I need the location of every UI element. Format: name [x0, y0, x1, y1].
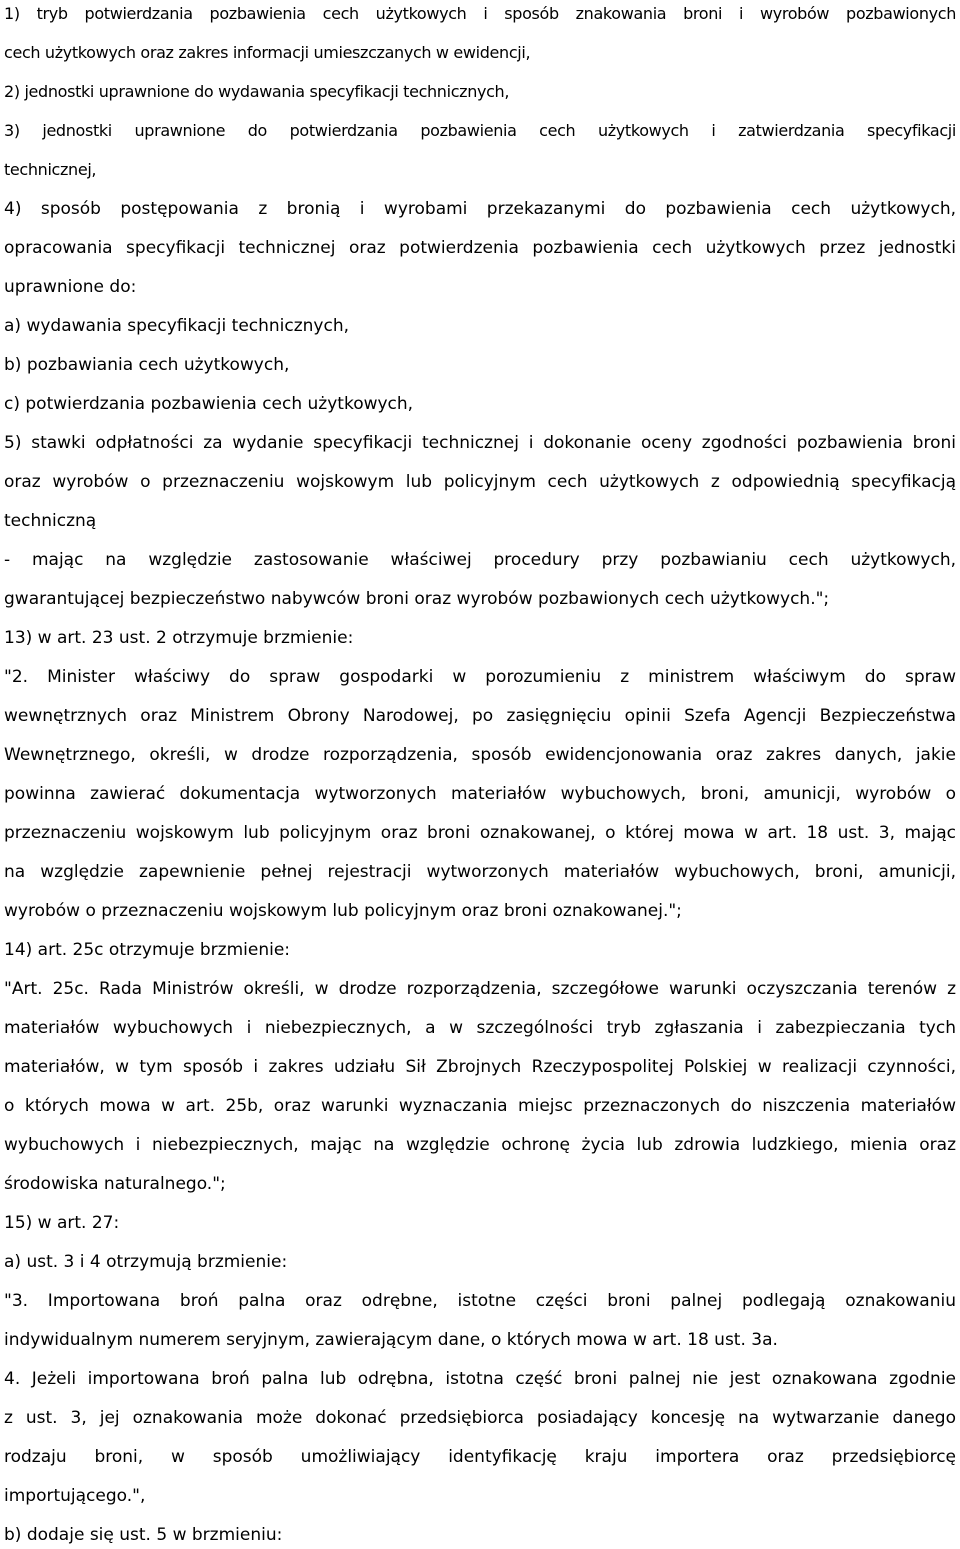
text-line: a) ust. 3 i 4 otrzymują brzmienie:: [4, 1252, 288, 1272]
text-line: o których mowa w art. 25b, oraz warunki wyznaczania miejsc przeznaczonych do niszczenia materiałów: [4, 1096, 956, 1116]
text-line: techniczną: [4, 511, 97, 531]
text-line: 5) stawki odpłatności za wydanie specyfikacji technicznej i dokonanie oceny zgodności pozbawienia broni: [4, 433, 956, 453]
text-line: gwarantującej bezpieczeństwo nabywców broni oraz wyrobów pozbawionych cech użytkowych.";: [4, 589, 830, 609]
text-line: Wewnętrznego, określi, w drodze rozporządzenia, sposób ewidencjonowania oraz zakres danych, jakie: [4, 745, 956, 765]
text-line: powinna zawierać dokumentacja wytworzonych materiałów wybuchowych, broni, amunicji, wyrobów o: [4, 784, 956, 804]
text-line: b) dodaje się ust. 5 w brzmieniu:: [4, 1525, 283, 1545]
text-line: wyrobów o przeznaczeniu wojskowym lub policyjnym oraz broni oznakowanej.";: [4, 901, 682, 921]
text-line: 3) jednostki uprawnione do potwierdzania pozbawienia cech użytkowych i zatwierdzania specyfikacji: [4, 121, 956, 140]
text-line: technicznej,: [4, 160, 97, 179]
text-line: a) wydawania specyfikacji technicznych,: [4, 316, 350, 336]
text-line: 13) w art. 23 ust. 2 otrzymuje brzmienie:: [4, 628, 354, 648]
text-line: wewnętrznych oraz Ministrem Obrony Narodowej, po zasięgnięciu opinii Szefa Agencji Bezpieczeństwa: [4, 706, 956, 726]
text-line: 14) art. 25c otrzymuje brzmienie:: [4, 940, 291, 960]
text-line: przeznaczeniu wojskowym lub policyjnym oraz broni oznakowanej, o której mowa w art. 18 ust. 3, mając: [4, 823, 956, 843]
text-line: materiałów, w tym sposób i zakres udziału Sił Zbrojnych Rzeczypospolitej Polskiej w realizacji czynności,: [4, 1057, 956, 1077]
text-line: "Art. 25c. Rada Ministrów określi, w drodze rozporządzenia, szczegółowe warunki oczyszczania terenów z: [4, 979, 956, 999]
text-line: c) potwierdzania pozbawienia cech użytkowych,: [4, 394, 414, 414]
text-line: - mając na względzie zastosowanie właściwej procedury przy pozbawianiu cech użytkowych,: [4, 550, 956, 570]
text-line: indywidualnym numerem seryjnym, zawierającym dane, o których mowa w art. 18 ust. 3a.: [4, 1330, 778, 1350]
text-line: 4) sposób postępowania z bronią i wyrobami przekazanymi do pozbawienia cech użytkowych,: [4, 199, 956, 219]
text-line: "3. Importowana broń palna oraz odrębne, istotne części broni palnej podlegają oznakowaniu: [4, 1291, 956, 1311]
text-line: uprawnione do:: [4, 277, 137, 297]
text-line: b) pozbawiania cech użytkowych,: [4, 355, 290, 375]
text-line: na względzie zapewnienie pełnej rejestracji wytworzonych materiałów wybuchowych, broni, amunicji,: [4, 862, 956, 882]
text-line: wybuchowych i niebezpiecznych, mając na względzie ochronę życia lub zdrowia ludzkiego, mienia oraz: [4, 1135, 956, 1155]
text-line: cech użytkowych oraz zakres informacji umieszczanych w ewidencji,: [4, 43, 531, 62]
text-line: opracowania specyfikacji technicznej oraz potwierdzenia pozbawienia cech użytkowych przez jednostki: [4, 238, 956, 258]
text-line: "2. Minister właściwy do spraw gospodarki w porozumieniu z ministrem właściwym do spraw: [4, 667, 956, 687]
text-line: 2) jednostki uprawnione do wydawania specyfikacji technicznych,: [4, 82, 510, 101]
text-line: 1) tryb potwierdzania pozbawienia cech użytkowych i sposób znakowania broni i wyrobów pozbawionych: [4, 4, 956, 23]
text-line: środowiska naturalnego.";: [4, 1174, 226, 1194]
text-line: z ust. 3, jej oznakowania może dokonać przedsiębiorca posiadający koncesję na wytwarzanie danego: [4, 1408, 956, 1428]
text-line: materiałów wybuchowych i niebezpiecznych, a w szczególności tryb zgłaszania i zabezpieczania tych: [4, 1018, 956, 1038]
text-line: rodzaju broni, w sposób umożliwiający identyfikację kraju importera oraz przedsiębiorcę: [4, 1447, 956, 1467]
text-line: importującego.",: [4, 1486, 146, 1506]
text-line: 4. Jeżeli importowana broń palna lub odrębna, istotna część broni palnej nie jest oznakowana zgodnie: [4, 1369, 956, 1389]
text-line: oraz wyrobów o przeznaczeniu wojskowym lub policyjnym cech użytkowych z odpowiednią specyfikacją: [4, 472, 956, 492]
text-line: 15) w art. 27:: [4, 1213, 120, 1233]
